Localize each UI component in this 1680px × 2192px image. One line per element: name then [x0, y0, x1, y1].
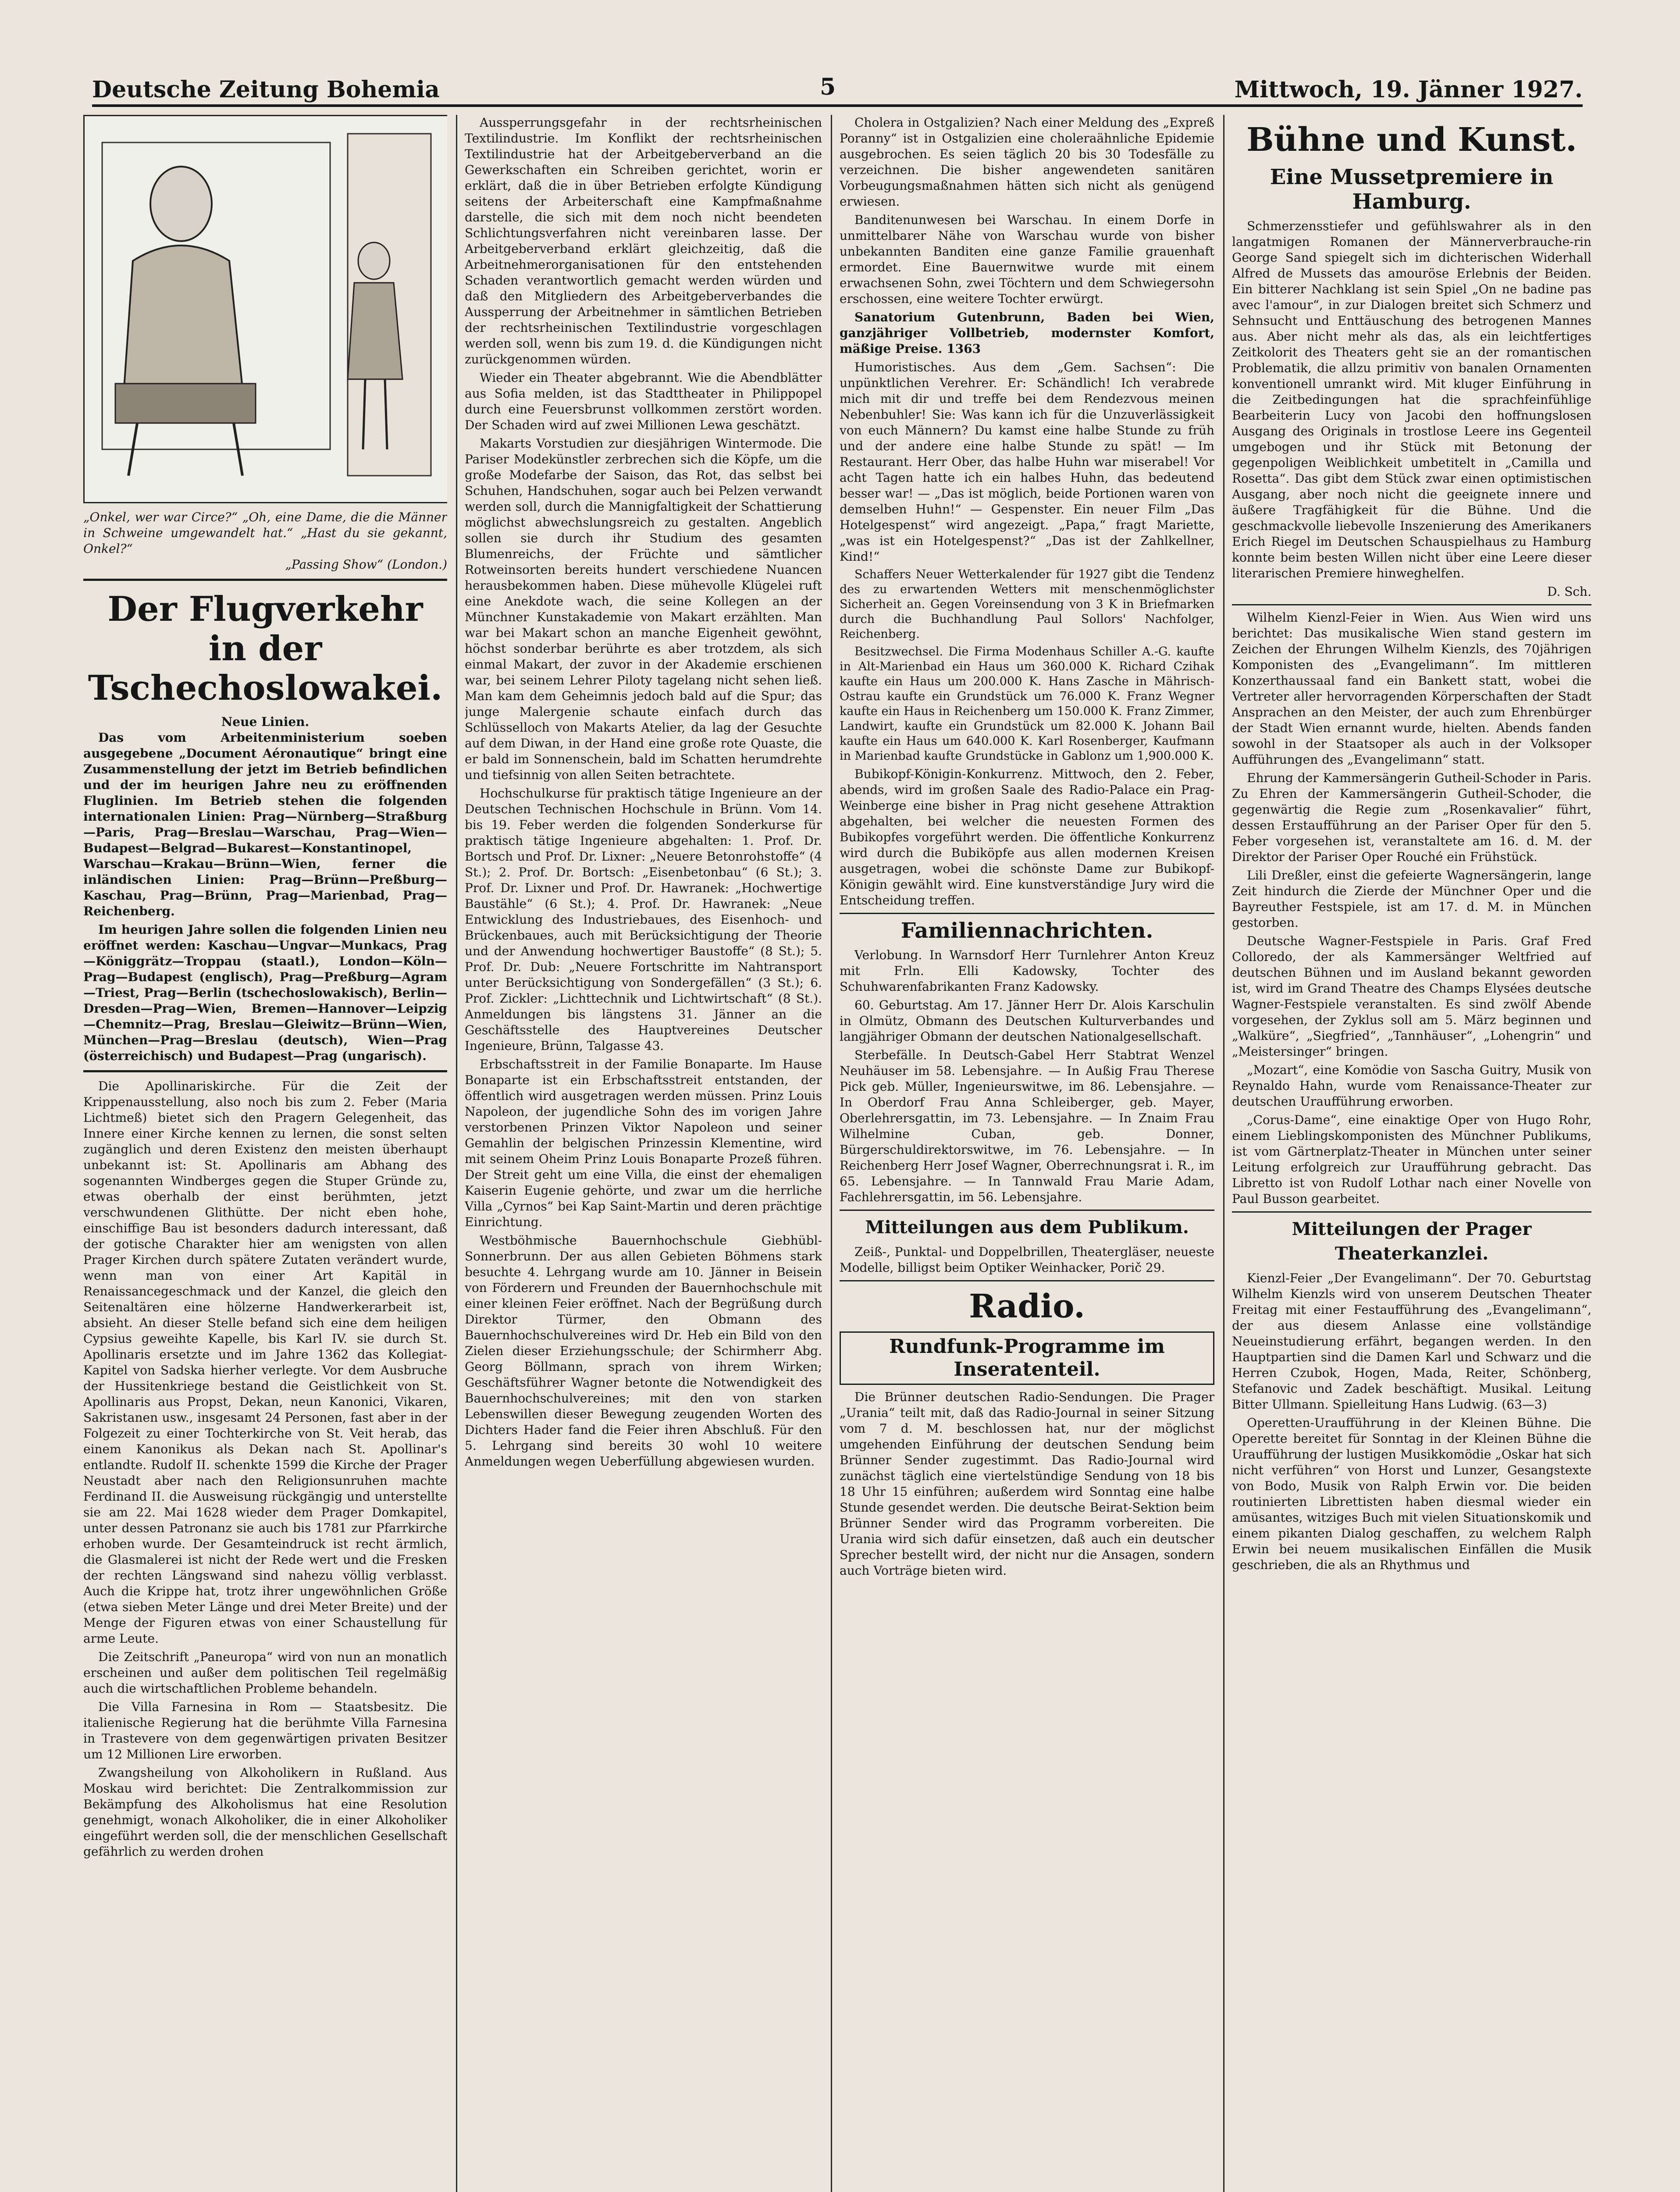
section-divider	[840, 913, 1214, 914]
notice-sterbefaelle: Sterbefälle. In Deutsch-Gabel Herr Stabtrat Wenzel Neuhäuser im 58. Lebensjahre. — In Außig Frau Therese Pick geb. Müller, Ingenieurswitwe, im 86. Lebensjahre. — In Oberdorf Frau Anna Schleiberger, geb. Mayer, Oberlehrersgattin, im 73. Lebensjahre. — In Znaim Frau Wilhelmine Cuban, geb. Donner, Bürgerschuldirektorswitwe, im 76. Lebensjahre. — In Reichenberg Herr Josef Wagner, Oberrechnungsrat i. R., im 65. Lebensjahre. — In Tannwald Frau Marie Adam, Fachlehrersgattin, im 56. Lebensjahre.	[840, 1048, 1214, 1204]
section-divider	[1232, 604, 1591, 605]
cartoon-illustration	[83, 115, 447, 503]
column-4	[1232, 115, 1591, 2192]
radio-programme-box: Rundfunk-Programme im Inseratenteil.	[840, 1331, 1214, 1385]
section-radio: Radio.	[969, 1288, 1085, 1325]
article-headline-flugverkehr: Der Flugverkehr in der Tschechoslowakei.	[88, 589, 443, 708]
notice-geburtstag: 60. Geburtstag. Am 17. Jänner Herr Dr. Alois Karschulin in Olmütz, Obmann des Deutschen Kulturverbandes und langjähriger Obmann der deutschen Nationalgesellschaft.	[840, 998, 1214, 1044]
article-headline-musset: Eine Mussetpremiere in Hamburg.	[1270, 165, 1554, 214]
cartoon-drawing	[85, 116, 447, 502]
article-paragraph: Das vom Arbeitenministerium soeben ausgegebene „Document Aéronautique“ bringt eine Zusammenstellung der jetzt im Betrieb befindlichen und der im heurigen Jahre neu zu eröffnenden Fluglinien. Im Betrieb stehen die folgenden internationalen Linien: Prag—Nürnberg—Straßburg—Paris, Prag—Breslau—Warschau, Prag—Wien—Budapest—Belgrad—Bukarest—Konstantinopel, Warschau—Krakau—Brünn—Wien, ferner die inländischen Linien: Prag—Brünn—Preßburg—Kaschau, Prag—Brünn, Prag—Marienbad, Prag—Reichenberg.	[83, 730, 447, 918]
section-divider	[840, 1280, 1214, 1281]
masthead	[92, 74, 1583, 107]
section-divider	[1232, 1211, 1591, 1213]
article-wagner-festspiele: Deutsche Wagner-Festspiele in Paris. Graf Fred Colloredo, der als Kammersänger Weltfried auf deutschen Bühnen und im Ausland bekannt geworden ist, wird im Grand Theatre des Champs Elysées deutsche Wagner-Festspiele veranstalten. Es sind zwölf Abende vorgesehen, der Zyklus soll am 5. März beginnen und „Walküre“, „Siegfried“, „Tannhäuser“, „Lohengrin“ und „Meistersinger“ bringen.	[1232, 934, 1591, 1059]
section-buehne-und-kunst: Bühne und Kunst.	[1246, 121, 1577, 159]
article-hochschulkurse: Hochschulkurse für praktisch tätige Ingenieure an der Deutschen Technischen Hochschule in Brünn. Vom 14. bis 19. Feber werden die folgenden Sonderkurse für praktisch tätige Ingenieure abgehalten: 1. Prof. Dr. Bortsch und Prof. Dr. Lixner: „Neuere Betonrohstoffe“ (4 St.); 2. Prof. Dr. Bortsch: „Eisenbetonbau“ (6 St.); 3. Prof. Dr. Lixner und Prof. Dr. Hawranek: „Hochwertige Baustähle“ (6 St.); 4. Prof. Dr. Hawranek: „Neue Entwicklung des Industriebaues, des Eisenhoch- und Brückenbaues, auch mit Berücksichtigung der Theorie und der Anwendung hochwertiger Baustoffe“ (8 St.); 5. Prof. Dr. Dub: „Neuere Fortschritte im Nahtransport unter Berücksichtigung von Sondergefällen“ (3 St.); 6. Prof. Zickler: „Lichttechnik und Lichtwirtschaft“ (8 St.). Anmeldungen bis längstens 31. Jänner an die Geschäftsstelle des Hauptvereines Deutscher Ingenieure, Brünn, Talgasse 43.	[465, 786, 822, 1053]
cartoon-source: „Passing Show“ (London.)	[285, 557, 447, 572]
article-mozart: „Mozart“, eine Komödie von Sascha Guitry, Musik von Reynaldo Hahn, wurde vom Renaissance-Theater zur deutschen Uraufführung erworben.	[1232, 1063, 1591, 1109]
column-rule	[1223, 115, 1224, 2192]
article-gutheil-schoder: Ehrung der Kammersängerin Gutheil-Schoder in Paris. Zu Ehren der Kammersängerin Gutheil-Schoder, die gegenwärtig die Regie zum „Rosenkavalier“ führt, dessen Erstaufführung an der Pariser Oper für den 5. Feber vorgesehen ist, veranstaltete am 16. d. M. der Direktor der Pariser Oper Rouché ein Frühstück.	[1232, 771, 1591, 864]
article-paragraph: Im heurigen Jahre sollen die folgenden Linien neu eröffnet werden: Kaschau—Ungvar—Munkacs, Prag—Königgrätz—Troppau (staatl.), London—Köln—Prag—Budapest (englisch), Prag—Preßburg—Agram—Triest, Prag—Berlin (tschechoslowakisch), Berlin—Dresden—Prag—Wien, Bremen—Hannover—Leipzig—Chemnitz—Prag, Breslau—Gleiwitz—Brünn—Wien, München—Prag—Breslau (deutsch), Wien—Prag (österreichisch) und Budapest—Prag (ungarisch).	[83, 922, 447, 1063]
section-divider	[83, 1070, 447, 1072]
notice-optiker: Zeiß-, Punktal- und Doppelbrillen, Theatergläser, neueste Modelle, billigst beim Optiker Weinhacker, Porič 29.	[840, 1245, 1214, 1275]
cartoon-caption: „Onkel, wer war Circe?“ „Oh, eine Dame, die die Männer in Schweine umgewandelt hat.“ „Hast du sie gekannt, Onkel?“	[83, 510, 447, 556]
paper-name: Deutsche Zeitung Bohemia	[92, 76, 440, 103]
section-theaterkanzlei: Mitteilungen der Prager Theaterkanzlei.	[1292, 1219, 1532, 1264]
ad-sanatorium: Sanatorium Gutenbrunn, Baden bei Wien, ganzjähriger Vollbetrieb, modernster Komfort, mäßige Preise. 1363	[840, 310, 1214, 356]
notice-verlobung: Verlobung. In Warnsdorf Herr Turnlehrer Anton Kreuz mit Frln. Elli Kadowsky, Tochter des Schuhwarenfabrikanten Franz Kadowsky.	[840, 948, 1214, 994]
article-musset: Schmerzensstiefer und gefühlswahrer als in den langatmigen Romanen der Männerverbrauche-rin George Sand spiegelt sich im dichterischen Widerhall Alfred de Mussets das amouröse Erlebnis der Beiden. Ein bitterer Nachklang ist sein Spiel „On ne badine pas avec l'amour“, in zur Dialogen breitet sich Schmerz und Sehnsucht und Enttäuschung des betrogenen Mannes aus. Aber nicht mehr als das, als ein leichtfertiges Zeitkolorit des Theaters geht sie an der romantischen Problematik, die allzu primitiv von banalen Ornamenten konventionell umrankt wird. Mit kluger Einführung in die Zeitbedingungen hat die sprachfeinfühlige Bearbeiterin Lucy von Jacobi den hoffnungslosen Ausgang des Originals in trostlose Leere ins Gegenteil umgebogen und ihr Stück mit Betonung der gegenpoligen Weiblichkeit umbetitelt in „Camilla und Rosetta“. Das gibt dem Stück zwar einen optimistischen Ausgang, aber noch nicht die geeignete innere und äußere Tragfähigkeit für die Bühne. Und die geschmackvolle liebevolle Inszenierung des Amerikaners Erich Riegel im Deutschen Schauspielhaus zu Hamburg konnte beim besten Willen nicht über eine Leere dieser literarischen Premiere hinweghelfen.	[1232, 219, 1591, 580]
article-kienzl-feier: Wilhelm Kienzl-Feier in Wien. Aus Wien wird uns berichtet: Das musikalische Wien stand gestern im Zeichen der Ehrungen Wilhelm Kienzls, des 70jährigen Komponisten des „Evangelimann“. Im mittleren Konzerthaussaal fand ein Bankett statt, wobei die Vertreter aller hervorragenden Körperschaften der Stadt Ansprachen an den Meister, der auch zum Ehrenbürger der Stadt Wien ernannt wurde, hielten. Abends fanden sowohl in der Staatsoper als auch in der Volksoper Aufführungen des „Evangelimann“ statt.	[1232, 610, 1591, 767]
section-divider	[83, 579, 447, 581]
article-humoristisches: Humoristisches. Aus dem „Gem. Sachsen“: Die unpünktlichen Verehrer. Er: Schändlich! Ich verabrede mich mit dir und treffe bei dem Rendezvous meinen Nebenbuhler! Sie: Was kann ich für die Unzuverlässigkeit von euch Männern? Du kamst eine halbe Stunde zu früh und der andere eine halbe Stunde zu spät! — Im Restaurant. Herr Ober, das halbe Huhn war miserabel! Vor acht Tagen hatte ich ein halbes Huhn, das bedeutend besser war! — „Das ist möglich, beide Portionen waren von demselben Huhn!“ — Gespenster. Ein neuer Film „Das Hotelgespenst“ wird angezeigt. „Papa,“ fragt Mariette, „was ist ein Hotelgespenst?“ „Das ist der Zahlkellner, Kind!“	[840, 360, 1214, 564]
issue-date: Mittwoch, 19. Jänner 1927.	[1234, 76, 1583, 103]
article-operette: Operetten-Uraufführung in der Kleinen Bühne. Die Operette bereitet für Sonntag in der Kleinen Bühne die Uraufführung der lustigen Musikkomödie „Oskar hat sich nicht verführen“ von Horst und Lunzer, Gesangstexte von Bodo, Musik von Ralph Erwin vor. Die beiden routinierten Librettisten haben diesmal wieder ein amüsantes, witziges Buch mit vielen Situationskomik und einem pikanten Dialog geschaffen, zu welchem Ralph Erwin bei neuem musikalischen Einfällen die Musik geschrieben, die als an Rhythmus und	[1232, 1416, 1591, 1572]
article-radio-sendungen: Die Brünner deutschen Radio-Sendungen. Die Prager „Urania“ teilt mit, daß das Radio-Journal in seiner Sitzung vom 7 d. M. beschlossen hat, nur der möglichst umgehenden Einführung der deutschen Sendung beim Brünner Sender zugestimmt. Das Radio-Journal wird zunächst täglich eine viertelstündige Sendung von 18 bis 18 Uhr 15 einführen; außerdem wird Sonntag eine halbe Stunde gesendet werden. Die deutsche Beirat-Sektion beim Brünner Sender wird das Programm vorbereiten. Die Urania wird sich dafür einsetzen, daß auch ein deutscher Sprecher bestellt wird, der nicht nur die Ansagen, sondern auch Vorträge bieten wird.	[840, 1390, 1214, 1578]
ad-wetterkalender: Schaffers Neuer Wetterkalender für 1927 gibt die Tendenz des zu erwartenden Wetters mit menschenmöglichster Sicherheit an. Gegen Voreinsendung von 3 K in Briefmarken durch die Buchhandlung Paul Sollors' Nachfolger, Reichenberg.	[840, 568, 1214, 641]
section-familiennachrichten: Familiennachrichten.	[901, 918, 1153, 943]
article-banditen: Banditenunwesen bei Warschau. In einem Dorfe in unmittelbarer Nähe von Warschau wurde von bisher unbekannten Banditen eine ganze Familie grauenhaft ermordet. Eine Bauernwitwe wurde mit einem erwachsenen Sohn, zwei Töchtern und dem Schwiegersohn erschossen, eine weitere Tochter erwürgt.	[840, 213, 1214, 306]
column-rule	[456, 115, 457, 2192]
article-bubikopf: Bubikopf-Königin-Konkurrenz. Mittwoch, den 2. Feber, abends, wird im großen Saale des Radio-Palace ein Prag-Weinberge eine bisher in Prag nicht gesehene Attraktion abgehalten, bei welcher die neuesten Formen des Bubikopfes vorgeführt werden. Die öffentliche Konkurrenz wird durch die Bubiköpfe aus allen modernen Kreisen ausgetragen, wobei die schönste Dame zur Bubikopf-Königin gewählt wird. Eine kunstverständige Jury wird die Entscheidung treffen.	[840, 767, 1214, 907]
article-apollinariskirche: Die Apollinariskirche. Für die Zeit der Krippenausstellung, also noch bis zum 2. Feber (Maria Lichtmeß) bietet sich den Pragern Gelegenheit, das Innere einer Kirche kennen zu lernen, die sonst selten zugänglich und deren Existenz den meisten überhaupt unbekannt ist: St. Apollinaris am Abhang des sogenannten Windberges gegen die Stuper Gründe zu, etwas oberhalb der einst berühmten, jetzt verschwundenen Glithütte. Der nicht eben hohe, einschiffige Bau ist besonders dadurch interessant, daß der gotische Charakter hier am wenigsten von allen Prager Kirchen durch spätere Zutaten verändert wurde, wenn man von einer Art Kapitäl in Renaissancegeschmack und der Kanzel, die gleich den Seitenaltären eine hölzerne Handwerkerarbeit ist, absieht. An dieser Stelle befand sich eine dem heiligen Cypsius geweihte Kapelle, bis Karl IV. sie durch St. Apollinaris ersetzte und im Jahre 1362 das Kollegiat-Kapitel von Sadska hierher verlegte. Vor dem Ausbruche der Hussitenkriege bestand die Geistlichkeit von St. Apollinaris aus Propst, Dekan, neun Kanonici, Vikaren, Sakristanen usw., insgesamt 24 Personen, fast aber in der Folgezeit zu einer Tochterkirche von St. Veit herab, das einem Kanonikus als Dekan nach St. Apollinar's entlandte. Rudolf II. schenkte 1599 die Kirche der Prager Neustadt aber nach den Religionsunruhen machte Ferdinand II. die Ausweisung rückgängig und unterstellte sie am 22. Mai 1628 wieder dem Prager Domkapitel, unter dessen Patronanz sie auch bis 1781 zur Pfarrkirche erhoben wurde. Der Gesamteindruck ist recht ärmlich, die Glasmalerei ist nicht der Rede wert und die Fresken der rechten Längswand sind nahezu völlig verblasst. Auch die Krippe hat, trotz ihrer ungewöhnlichen Größe (etwa sieben Meter Länge und drei Meter Breite) und der Menge der Figuren etwas von einer Schaustellung für arme Leute.	[83, 1079, 447, 1646]
article-besitzwechsel: Besitzwechsel. Die Firma Modenhaus Schiller A.-G. kaufte in Alt-Marienbad ein Haus um 360.000 K. Richard Czihak kaufte ein Haus um 200.000 K. Hans Zasche in Mährisch-Ostrau kaufte ein Grundstück um 76.000 K. Franz Wegner kaufte ein Haus in Reichenberg um 150.000 K. Franz Zimmer, Landwirt, kaufte ein Grundstück um 82.000 K. Johann Bail kaufte ein Haus um 640.000 K. Karl Rosenberger, Kaufmann in Marienbad kaufte Grundstücke in Gablonz um 1,900.000 K.	[840, 645, 1214, 763]
article-signature: D. Sch.	[1547, 584, 1591, 599]
column-rule	[831, 115, 832, 2192]
article-bonaparte: Erbschaftsstreit in der Familie Bonaparte. Im Hause Bonaparte ist ein Erbschaftsstreit entstanden, der öffentlich wird ausgetragen werden müssen. Prinz Louis Napoleon, der jugendliche Sohn des im vorigen Jahre verstorbenen Prinzen Viktor Napoleon und seiner Gemahlin der belgischen Prinzessin Klementine, wird mit seinem Oheim Prinz Louis Bonaparte Prozeß führen. Der Streit geht um eine Villa, die einst der ehemaligen Kaiserin Eugenie gehörte, und zwar um die herrliche Villa „Cyrnos“ bei Kap Saint-Martin und deren prächtige Einrichtung.	[465, 1057, 822, 1229]
article-paneuropa: Die Zeitschrift „Paneuropa“ wird von nun an monatlich erscheinen und außer dem politischen Teil regelmäßig auch die wirtschaftlichen Probleme behandeln.	[83, 1650, 447, 1696]
article-bauernhochschule: Westböhmische Bauernhochschule Giebhübl-Sonnerbrunn. Der aus allen Gebieten Böhmens stark besuchte 4. Lehrgang wurde am 10. Jänner in Beisein von Förderern und Freunden der Bauernhochschule mit einer kleinen Feier eröffnet. Nach der Begrüßung durch Direktor Türmer, den Obmann des Bauernhochschulvereines wird Dr. Heb ein Bild von den Zielen dieser Erziehungsschule; der Schirmherr Abg. Georg Böllmann, sprach von ihrem Wirken; Geschäftsführer Wagner betonte die Notwendigkeit des Bauernhochschulvereines; mit den von starken Lebenswillen dieser Bewegung zeugenden Worten des Dichters Hader fand die Feier ihren Abschluß. Für den 5. Lehrgang sind bereits 30 wohl 10 weitere Anmeldungen wegen Ueberfüllung abgewiesen wurden.	[465, 1233, 822, 1469]
section-mitteilungen-publikum: Mitteilungen aus dem Publikum.	[865, 1217, 1189, 1238]
article-evangelimann: Kienzl-Feier „Der Evangelimann“. Der 70. Geburtstag Wilhelm Kienzls wird von unserem Deutschen Theater Freitag mit einer Festaufführung des „Evangelimann“, der aus diesem Anlasse eine vollständige Neueinstudierung erfährt, begangen werden. In den Hauptpartien sind die Damen Karl und Schwarz und die Herren Czubok, Hogen, Mada, Reiter, Schönberg, Stefanovic und Zadek beschäftigt. Musikal. Leitung Bitter Ullmann. Spielleitung Hans Ludwig. (63—3)	[1232, 1271, 1591, 1412]
article-theater-brand: Wieder ein Theater abgebrannt. Wie die Abendblätter aus Sofia melden, ist das Stadttheater in Philippopel durch eine Feuersbrunst vollkommen zerstört worden. Der Schaden wird auf zwei Millionen Lewa geschätzt.	[465, 370, 822, 432]
column-1	[83, 115, 447, 2192]
article-aussperrung: Aussperrungsgefahr in der rechtsrheinischen Textilindustrie. Im Konflikt der rechtsrheinischen Textilindustrie hat der Arbeitgeberverband an die Gewerkschaften ein Schreiben gerichtet, worin er erklärt, daß die in über Betrieben erfolgte Kündigung seitens der Arbeiterschaft eine Kampfmaßnahme darstelle, die sich mit dem noch nicht beendeten Schlichtungsverfahren nicht vereinbaren lasse. Der Arbeitgeberverband erklärt gleichzeitig, daß die Arbeitnehmerorganisationen für den entstehenden Schaden verantwortlich gemacht werden würden und daß den Mitgliedern des Arbeitgeberverbandes die Aussperrung der Arbeitnehmer in sämtlichen Betrieben der rechtsrheinischen Textilindustrie vorgeschlagen werden soll, wenn bis zum 19. d. die Kündigungen nicht zurückgenommen würden.	[465, 115, 822, 367]
section-divider	[840, 1210, 1214, 1211]
article-alkoholiker: Zwangsheilung von Alkoholikern in Rußland. Aus Moskau wird berichtet: Die Zentralkommission zur Bekämpfung des Alkoholismus hat eine Resolution genehmigt, wonach Alkoholiker, die in einer Alkoholiker eingeführt werden soll, die der menschlichen Gesellschaft gefährlich zu werden drohen	[83, 1765, 447, 1859]
page-number: 5	[820, 74, 836, 100]
column-2	[465, 115, 822, 2192]
article-subheadline: Neue Linien.	[221, 715, 310, 729]
article-corus-dame: „Corus-Dame“, eine einaktige Oper von Hugo Rohr, einem Lieblingskomponisten des Münchner Publikums, ist vom Gärtnerplatz-Theater in München unter seiner Leitung erfolgreich zur Uraufführung gebracht. Das Libretto ist von Rudolf Lothar nach einer Novelle von Paul Busson gearbeitet.	[1232, 1113, 1591, 1206]
column-3	[840, 115, 1214, 2192]
article-makart: Makarts Vorstudien zur diesjährigen Wintermode. Die Pariser Modekünstler zerbrechen sich die Köpfe, um die große Modefarbe der Saison, das Rot, das selbst bei Schuhen, Handschuhen, sogar auch bei Pelzen verwandt werden soll, durch die Mannigfaltigkeit der Schattierung möglichst abwechslungsreich zu gestalten. Angeblich sollen sie durch ihr Studium des gesamten Blumenreichs, der Früchte und sämtlicher Rotweinsorten bereits hundert verschiedene Nuancen herausbekommen haben. Diese mühevolle Klügelei ruft eine Anekdote wach, die seine Kollegen an der Münchner Kunstakademie von Makart erzählten. Man war bei Makart schon an manche Eigenheit gewöhnt, höchst sonderbar berührte es aber trotzdem, als sich einmal Makart, der zuvor in der Akademie erschienen war, bei seinem Lehrer Piloty tagelang nicht sehen ließ. Man kam dem Geheimnis jedoch bald auf die Spur; das junge Malergenie schaute einfach durch das Schlüsselloch von Makarts Atelier, da lag der Gesuchte auf dem Diwan, in der Hand eine große rote Quaste, die er bald im Sonnenschein, bald im Schatten herumdrehte und tiefsinnig von allen Seiten betrachtete.	[465, 436, 822, 782]
article-cholera: Cholera in Ostgalizien? Nach einer Meldung des „Expreß Poranny“ ist in Ostgalizien eine choleraähnliche Epidemie ausgebrochen. Es seien täglich 20 bis 30 Todesfälle zu verzeichnen. Die bisher angewendeten sanitären Vorbeugungsmaßnahmen hätten sich nicht als genügend erwiesen.	[840, 115, 1214, 209]
article-farnesina: Die Villa Farnesina in Rom — Staatsbesitz. Die italienische Regierung hat die berühmte Villa Farnesina in Trastevere von dem gegenwärtigen privaten Besitzer um 12 Millionen Lire erworben.	[83, 1700, 447, 1761]
article-lili-dressler: Lili Dreßler, einst die gefeierte Wagnersängerin, lange Zeit hindurch die Zierde der Münchner Oper und die Bayreuther Festspiele, ist am 17. d. M. in München gestorben.	[1232, 868, 1591, 930]
